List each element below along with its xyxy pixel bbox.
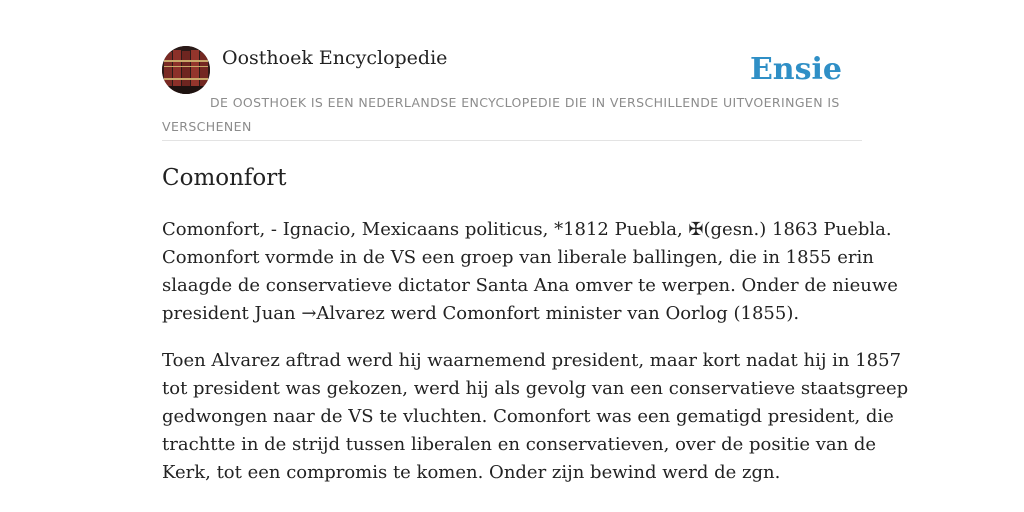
encyclopedia-books-icon[interactable] <box>162 46 210 94</box>
text-line: slaagde de conservatieve dictator Santa Ana omver te werpen. Onder de nieuwe <box>162 275 898 296</box>
site-tagline: DE OOSTHOEK IS EEN NEDERLANDSE ENCYCLOPEDIE DIE IN VERSCHILLENDE UITVOERINGEN IS VERSCHENEN <box>162 95 840 134</box>
article-paragraph <box>162 347 909 487</box>
text-line: Toen Alvarez aftrad werd hij waarnemend president, maar kort nadat hij in 1857 <box>162 350 902 371</box>
text-line: tot president was gekozen, werd hij als gevolg van een conservatieve staatsgreep <box>162 378 909 399</box>
text-line: Kerk, tot een compromis te komen. Onder zijn bewind werd de zgn. <box>162 462 781 483</box>
brand-logo[interactable]: Ensie <box>749 52 842 87</box>
text-line: Comonfort vormde in de VS een groep van liberale ballingen, die in 1855 erin <box>162 247 874 268</box>
site-header <box>162 46 862 141</box>
text-line: president Juan →Alvarez werd Comonfort minister van Oorlog (1855). <box>162 303 800 324</box>
text-line: trachtte in de strijd tussen liberalen en conservatieven, over de positie van de <box>162 434 877 455</box>
article-title: Comonfort <box>162 165 287 191</box>
text-line: Comonfort, - Ignacio, Mexicaans politicus, *1812 Puebla, ✠(gesn.) 1863 Puebla. <box>162 219 892 240</box>
article-body <box>162 216 909 506</box>
site-title[interactable]: Oosthoek Encyclopedie <box>222 47 448 69</box>
text-line: gedwongen naar de VS te vluchten. Comonfort was een gematigd president, die <box>162 406 894 427</box>
article-paragraph <box>162 216 898 328</box>
